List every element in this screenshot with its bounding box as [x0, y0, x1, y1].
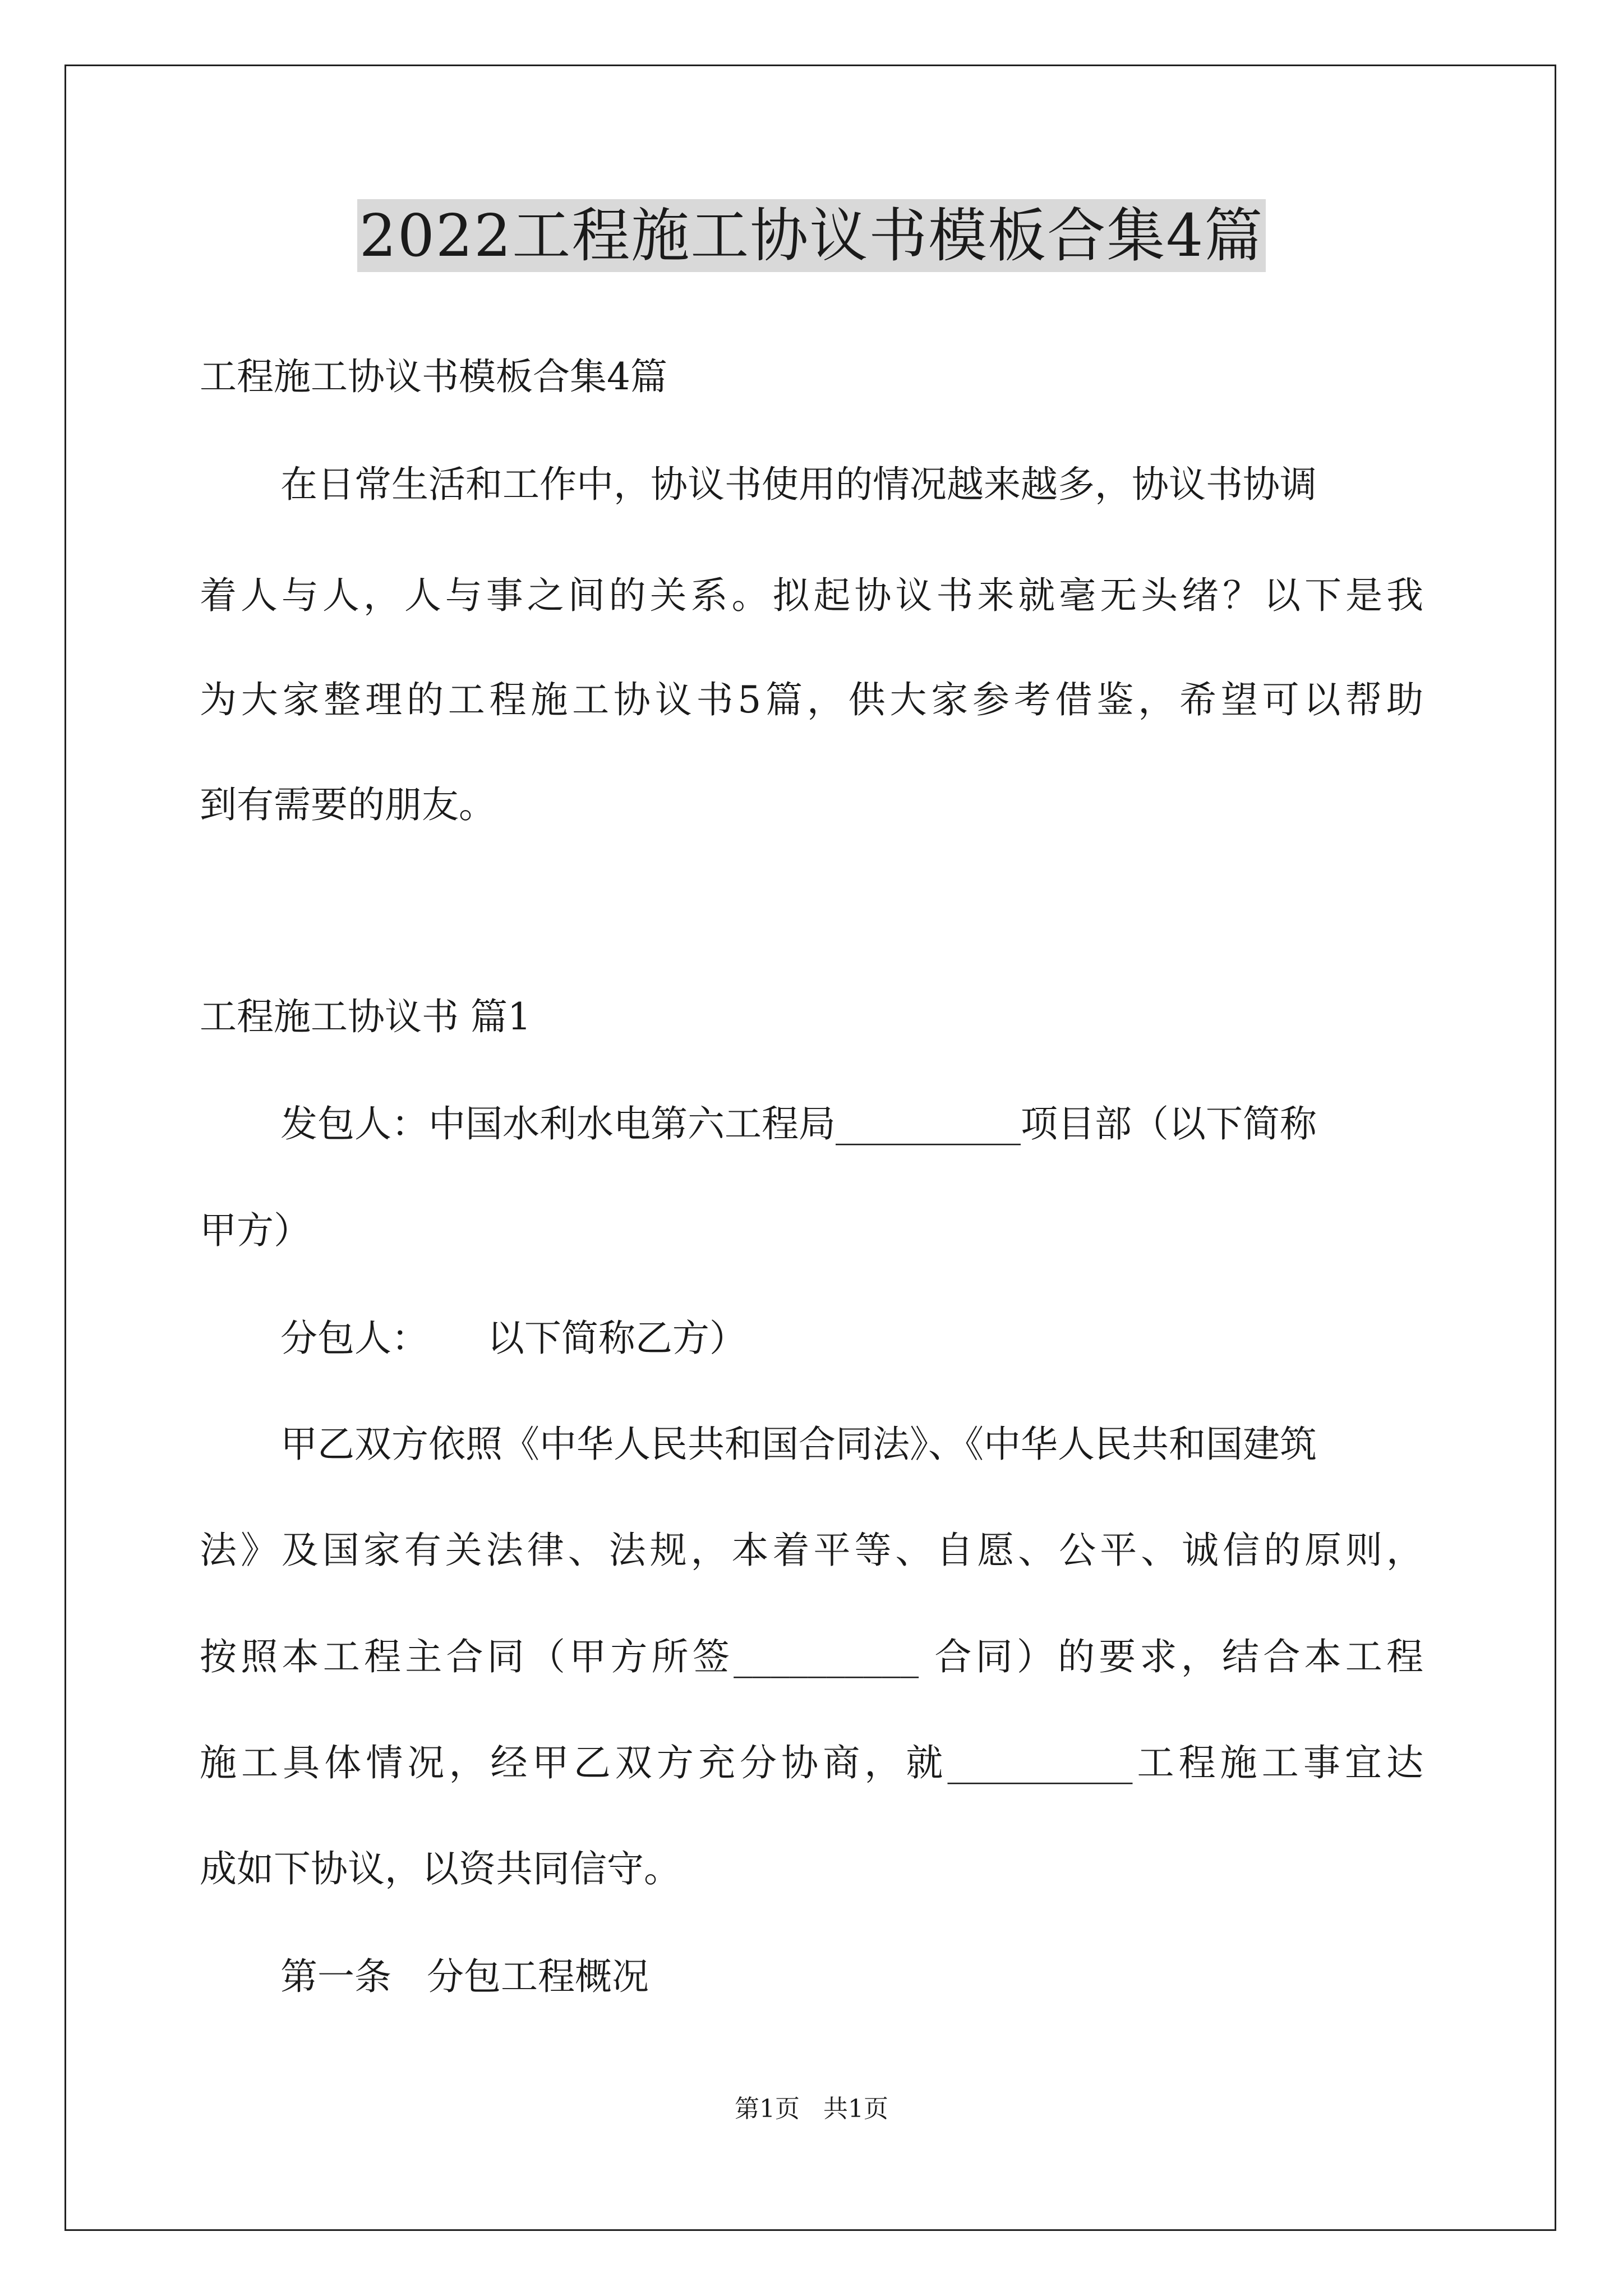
document-title: 2022工程施工协议书模板合集4篇: [357, 199, 1266, 272]
subcontractor-line: 分包人： 以下简称乙方）: [280, 1317, 746, 1360]
subtitle: 工程施工协议书模板合集4篇: [200, 355, 667, 398]
intro-line-4: 到有需要的朋友。: [200, 783, 496, 826]
article-1-heading: 第一条 分包工程概况: [280, 1955, 649, 1998]
employer-line-2: 甲方）: [200, 1209, 311, 1252]
page-footer: 第1页 共1页: [735, 2095, 888, 2123]
body-line-2: 法》及国家有关法律、法规，本着平等、自愿、公平、诚信的原则，: [200, 1529, 1423, 1572]
body-line-3: 按照本工程主合同（甲方所签__________ 合同）的要求，结合本工程: [200, 1635, 1423, 1678]
employer-line-1: 发包人：中国水利水电第六工程局__________项目部（以下简称: [280, 1102, 1317, 1145]
intro-line-3: 为大家整理的工程施工协议书5篇，供大家参考借鉴，希望可以帮助: [200, 678, 1423, 721]
body-line-4: 施工具体情况，经甲乙双方充分协商，就__________工程施工事宜达: [200, 1741, 1423, 1784]
intro-line-1: 在日常生活和工作中，协议书使用的情况越来越多，协议书协调: [280, 463, 1317, 506]
body-line-1: 甲乙双方依照《中华人民共和国合同法》、《中华人民共和国建筑: [280, 1423, 1317, 1466]
body-line-5: 成如下协议，以资共同信守。: [200, 1847, 681, 1890]
intro-line-2: 着人与人，人与事之间的关系。拟起协议书来就毫无头绪？以下是我: [200, 574, 1423, 617]
section-heading: 工程施工协议书 篇1: [200, 995, 531, 1038]
title-block: [0, 199, 1623, 272]
